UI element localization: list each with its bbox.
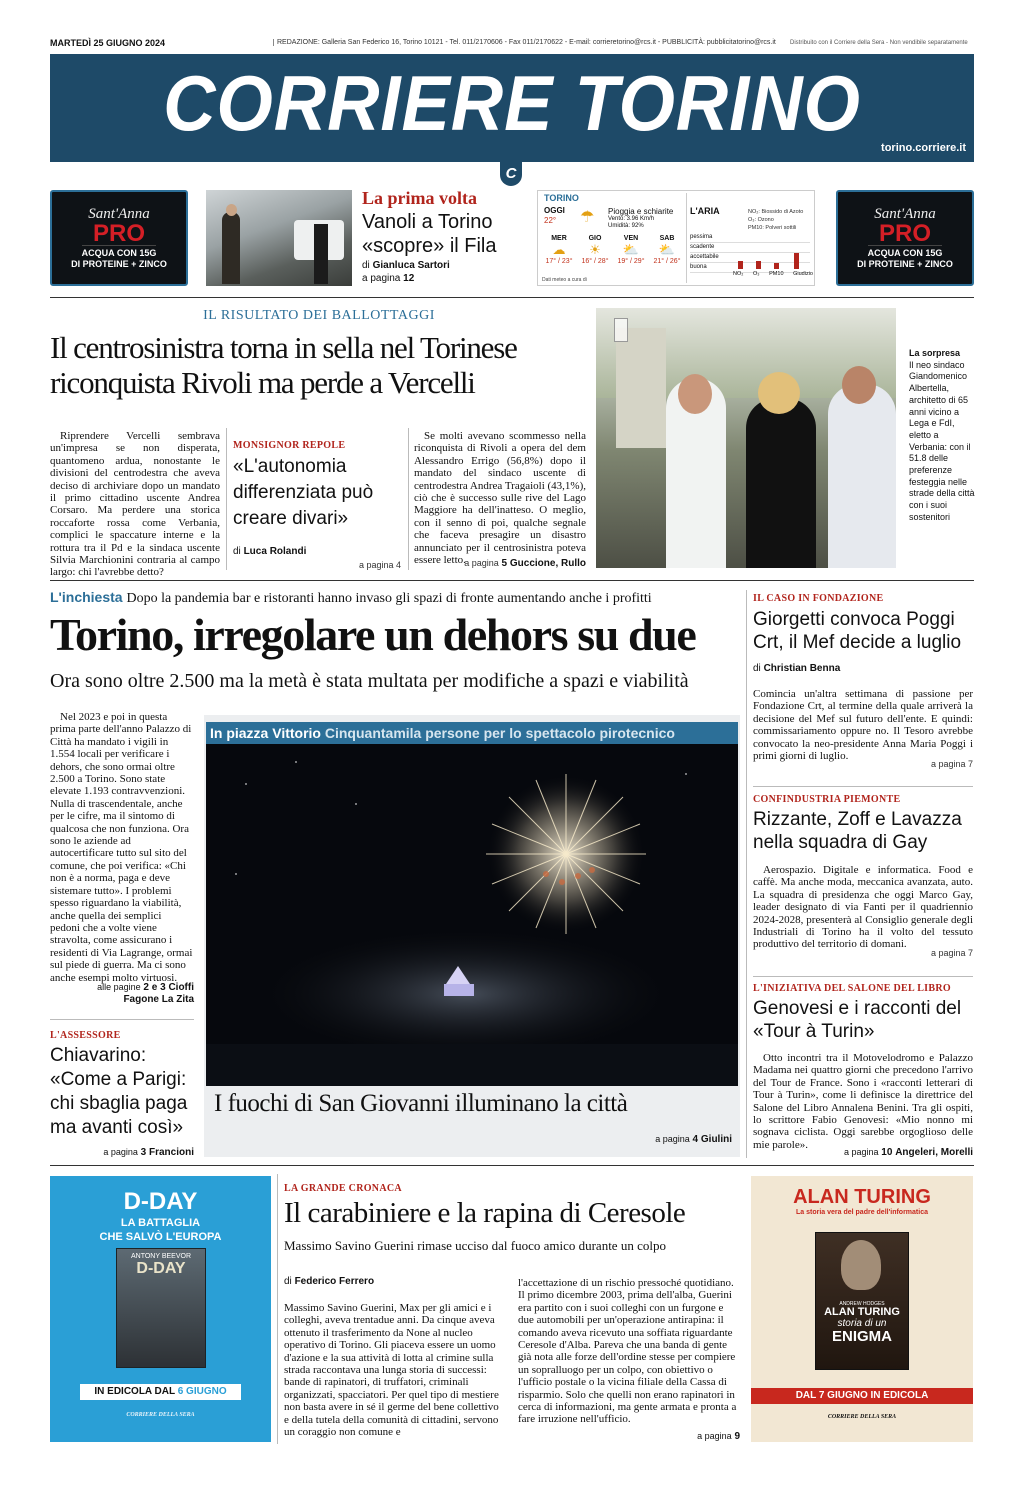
byline-prefix: di <box>362 260 370 271</box>
cloud-rain-icon: ☁ <box>552 242 566 257</box>
ad-tag-2: DI PROTEINE + ZINCO <box>857 259 953 269</box>
pageref-prefix: a pagina <box>362 273 401 284</box>
cronaca-headline[interactable]: Il carabiniere e la rapina di Ceresole <box>284 1197 686 1229</box>
pageref-number: 9 <box>734 1431 740 1442</box>
air-bar-o3 <box>756 261 761 269</box>
ad-turing[interactable] <box>751 1176 973 1442</box>
issue-date: MARTEDÌ 25 GIUGNO 2024 <box>50 38 166 48</box>
fireworks-headline[interactable]: I fuochi di San Giovanni illuminano la città <box>214 1090 628 1117</box>
verbania-photo <box>596 308 896 568</box>
partly-cloudy-rain-icon: ☂ <box>580 209 595 226</box>
byline-prefix: di <box>753 663 761 674</box>
assessore-kicker: L'ASSESSORE <box>50 1030 121 1041</box>
air-legend-item: NO₂: Biossido di Azoto <box>748 209 804 215</box>
weather-today-temp: 22° <box>544 216 557 225</box>
assessore-pageref <box>50 1147 194 1158</box>
weather-credit: Dati meteo a cura di <box>542 277 587 283</box>
repole-pageref: a pagina 4 <box>358 560 401 570</box>
footer-prefix: IN EDICOLA DAL <box>94 1386 175 1397</box>
forecast-day <box>542 235 576 265</box>
ad-dday-book <box>116 1248 206 1368</box>
ad-santanna-left[interactable] <box>50 190 188 286</box>
fireworks-band-text: Cinquantamila persone per lo spettacolo pirotecnico <box>324 725 675 741</box>
ad-dday-sub1: LA BATTAGLIA <box>120 1217 201 1229</box>
dehors-headline[interactable]: Torino, irregolare un dehors su due <box>50 609 696 660</box>
pageref-number: 4 <box>692 1134 699 1145</box>
air-legend-item: O₃: Ozono <box>748 217 774 223</box>
weather-box <box>537 190 815 286</box>
repole-byline <box>233 546 306 557</box>
byline-author: Federico Ferrero <box>294 1276 375 1287</box>
cronaca-body-col2: l'accettazione di un rischio pressoché quotidiano. Il primo dicembre 2003, prima dell'alba, Guerini era partito con i suoi colleghi con un furgone e due automobili per un'operazione antirapina: il comando aveva ricevuto una soffiata riguardante Ceresole d'Alba. Pareva che una banda di gente già nota alle forze dell'ordine stesse per compiere un sopralluogo per un colpo, con obiettivo o l'ufficio postale o la vicina filiale della Cassa di risparmio. Solo che quelli non erano rapinatori in cerca di informazioni, ma gente armata e pronta a fare irruzione nell'ufficio. <box>518 1277 737 1426</box>
dehors-kicker-rest: Dopo la pandemia bar e ristoranti hanno invaso gli spazi di fronte aumentando anche i profitti <box>126 591 652 606</box>
confindustria-body: Aerospazio. Digitale e informatica. Food e caffè. Ma anche moda, meccanica avanzata, auto. La squadra di presidenza che oggi Marco Gay, leader designato di via Fanti per il quadriennio 2024-2028, presenterà al Consiglio generale degli Industriali di Torino ha il volto del tessuto produttivo del territorio di domani. <box>753 864 973 951</box>
air-level: accettabile <box>690 253 810 263</box>
byline-prefix: di <box>233 546 241 557</box>
weather-wind: Vento: 3.96 Km/h <box>608 216 655 222</box>
byline-prefix: di <box>284 1276 292 1287</box>
forecast-day <box>614 235 648 265</box>
ad-product: PRO <box>878 220 931 247</box>
forecast-day-name: GIO <box>588 235 602 242</box>
pageref-number: 5 <box>501 558 508 569</box>
weather-forecast <box>542 235 684 265</box>
teaser-pageref <box>362 273 414 284</box>
photo-caption-title: La sorpresa <box>909 348 961 358</box>
distribution-note: Distribuito con il Corriere della Sera - Non vendibile separatamente <box>790 40 968 46</box>
cronaca-kicker: LA GRANDE CRONACA <box>284 1183 402 1194</box>
forecast-day-name: MER <box>551 235 567 242</box>
pageref-authors: Fagone La Zita <box>123 994 194 1005</box>
pageref-prefix: alle pagine <box>97 982 141 992</box>
air-level: buona <box>690 263 810 273</box>
ad-dday-title: D-DAY <box>123 1188 198 1215</box>
teaser-kicker: La prima volta <box>362 188 477 208</box>
libro-headline[interactable]: Genovesi e i racconti del «Tour à Turin» <box>753 998 962 1042</box>
fireworks-band-kicker: In piazza Vittorio <box>210 725 321 741</box>
confindustria-kicker: CONFINDUSTRIA PIEMONTE <box>753 794 901 805</box>
teaser-photo <box>206 190 352 286</box>
confindustria-headline[interactable]: Rizzante, Zoff e Lavazza nella squadra di Gay <box>753 809 962 853</box>
air-axis-label: O₃ <box>753 271 760 277</box>
air-legend <box>748 208 803 232</box>
pageref-number: 2 e 3 <box>143 982 166 993</box>
masthead-title: CORRIERE TORINO <box>163 59 861 147</box>
redazione-info: REDAZIONE: Galleria San Federico 16, Torino 10121 - Tel. 011/2170606 - Fax 011/2170622 - E-mail: corrieretorino@rcs.it - PUBBLICITÀ: pubblicitatorino@rcs.it <box>273 39 776 46</box>
air-axis-label: Giudizio <box>793 271 813 277</box>
crt-byline <box>753 663 840 674</box>
libro-body: Otto incontri tra il Motovelodromo e Palazzo Madama nei quattro giorni che precedono l'arrivo del Tour de France. Sono i «racconti letterari di Tour à Turin», come li definisce la direttrice del Salone del Libro Annalena Benini. Tra gli ospiti, lo scrittore Fabio Genovesi: «Mio nonno mi sognava ciclista. Oggi sarebbe orgoglioso delle mie parole». <box>753 1052 973 1151</box>
pageref-prefix: a pagina <box>843 1147 879 1157</box>
forecast-day-temp: 19° / 29° <box>617 258 645 265</box>
forecast-day-temp: 17° / 23° <box>545 258 573 265</box>
ad-turing-footer: DAL 7 GIUGNO IN EDICOLA <box>751 1388 973 1404</box>
libro-kicker: L'INIZIATIVA DEL SALONE DEL LIBRO <box>753 983 951 994</box>
footer-date: 6 GIUGNO <box>177 1386 227 1397</box>
masthead <box>50 54 974 162</box>
air-level: scadente <box>690 243 810 253</box>
book-title: storia di un <box>837 1318 887 1329</box>
ad-tag-1: ACQUA CON 15G <box>868 245 943 259</box>
ad-brand: Sant'Anna <box>874 206 936 222</box>
pageref-authors: Giulini <box>700 1134 732 1145</box>
weather-humidity: Umidità: 92% <box>608 223 644 229</box>
headline-line1: Il centrosinistra torna in sella nel Torinese <box>50 330 517 365</box>
ad-tag-1: ACQUA CON 15G <box>82 245 157 259</box>
forecast-day-name: VEN <box>623 235 639 242</box>
air-level: pessima <box>690 233 810 243</box>
dehors-pageref <box>50 981 194 1006</box>
book-title: D-DAY <box>136 1260 186 1277</box>
ad-turing-subtitle: La storia vera del padre dell'informatica <box>796 1209 928 1216</box>
book-title: ENIGMA <box>832 1328 892 1345</box>
assessore-headline[interactable]: Chiavarino: «Come a Parigi: chi sbaglia paga ma avanti così» <box>50 1045 188 1138</box>
ad-dday-footer <box>80 1384 241 1400</box>
turing-portrait <box>841 1240 881 1290</box>
ad-dday-sub2: CHE SALVÒ L'EUROPA <box>99 1231 222 1243</box>
air-axis <box>733 271 813 277</box>
pageref-number: 12 <box>403 273 415 284</box>
pageref-prefix: a pagina <box>103 1147 138 1157</box>
air-axis-label: PM10 <box>769 271 784 277</box>
ballottaggi-pageref <box>414 558 586 569</box>
weather-city: TORINO <box>544 193 579 203</box>
air-legend-item: PM10: Polveri sottili <box>748 225 797 231</box>
pageref-prefix: a pagina <box>464 558 499 568</box>
ballottaggi-body-col1: Riprendere Vercelli sembrava un'impresa se non disperata, quantomeno ardua, nonostante le divisioni del centrodestra che aveva deciso di archiviare dopo un mandato il primo cittadino uscente Andrea Corsaro. Ma perdere una storica roccaforte rossa come Verbania, complici le spaccature interne e la rottura tra il Pd e la sindaca uscente Silvia Marchionini contraria al campo largo: chi l'avrebbe detto? <box>50 430 220 579</box>
pageref-authors: Angeleri, Morelli <box>895 1147 973 1158</box>
sun-icon: ☀ <box>589 242 601 257</box>
ad-santanna-right[interactable] <box>836 190 974 286</box>
cronaca-body-col1: Massimo Savino Guerini, Max per gli amici e i colleghi, aveva trentadue anni. Da cinque aveva ottenuto il trasferimento da None al nucleo operativo di Torino. Gli piaceva essere un uomo d'azione e la sua attività di lotta al crimine sulla strada raccontava una lunga storia di successi: bande di rapinatori, di truffatori, criminali organizzati, spacciatori. Per quel tipo di mestiere non basta avere in sé il germe del bene collettivo e della tutela della comunità di cittadini, servono un coraggio non comune e <box>284 1302 499 1439</box>
fireworks-photo <box>206 744 738 1086</box>
weather-today-desc: Pioggia e schiarite <box>608 207 674 216</box>
pageref-prefix: a pagina <box>697 1431 732 1441</box>
repole-quote[interactable]: «L'autonomia differenziata può creare divari» <box>233 456 374 529</box>
pageref-authors: Cioffi <box>168 982 194 993</box>
cronaca-subtitle: Massimo Savino Guerini rimase ucciso dal fuoco amico durante un colpo <box>284 1238 666 1253</box>
forecast-day <box>578 235 612 265</box>
book-title: ALAN TURING <box>824 1306 900 1318</box>
crt-kicker: IL CASO IN FONDAZIONE <box>753 593 884 604</box>
crt-body: Comincia un'altra settimana di passione per Fondazione Crt, al termine della quale arriverà la decisione del Mef sul futuro dell'ente. E quindi: commissariamento oppure no. Il Tesoro avrebbe convocato la neo-presidente Anna Maria Poggi i primi giorni di luglio. <box>753 688 973 763</box>
confindustria-pageref: a pagina 7 <box>930 948 973 958</box>
ballottaggi-kicker: IL RISULTATO DEI BALLOTTAGGI <box>203 308 435 323</box>
teaser-title[interactable] <box>362 210 497 258</box>
partly-cloudy-icon: ⛅ <box>622 242 640 257</box>
book-author: ANTONY BEEVOR <box>130 1253 192 1260</box>
ad-dday[interactable] <box>50 1176 271 1442</box>
air-axis-label: NO₂ <box>733 271 744 277</box>
pageref-authors: Guccione, Rullo <box>509 558 586 569</box>
forecast-day <box>650 235 684 265</box>
crt-pageref: a pagina 7 <box>930 759 973 769</box>
air-bar-giudizio <box>794 253 799 269</box>
dehors-kicker: L'inchiesta <box>50 589 123 605</box>
ad-turing-logo: CORRIERE DELLA SERA <box>827 1414 897 1420</box>
forecast-day-temp: 16° / 28° <box>581 258 609 265</box>
photo-caption-text: Il neo sindaco Giandomenico Albertella, architetto di 65 anni vicino a Lega e FdI, eletto a Verbania: con il 51.8 delle preferenze festeggia nelle strade della città con i suoi sostenitori <box>909 359 975 522</box>
libro-pageref <box>753 1147 973 1158</box>
pageref-number: 10 <box>881 1147 893 1158</box>
ad-turing-title: ALAN TURING <box>793 1186 931 1208</box>
fireworks-pageref <box>560 1134 732 1145</box>
crt-headline[interactable]: Giorgetti convoca Poggi Crt, il Mef decide a luglio <box>753 609 962 653</box>
firework-burst <box>486 774 646 934</box>
pageref-authors: Francioni <box>148 1147 194 1158</box>
website-link[interactable]: torino.corriere.it <box>881 142 966 154</box>
headline-line2: riconquista Rivoli ma perde a Vercelli <box>50 365 475 400</box>
air-levels <box>690 233 810 273</box>
byline-author: Luca Rolandi <box>243 546 307 557</box>
book-author: ANDREW HODGES <box>839 1301 885 1307</box>
teaser-title-line2: «scopre» il Fila <box>362 235 497 257</box>
pageref-number: 3 <box>140 1147 147 1158</box>
partly-cloudy-icon: ⛅ <box>658 242 676 257</box>
dehors-subtitle: Ora sono oltre 2.500 ma la metà è stata multata per modifiche a spazi e viabilità <box>50 670 689 692</box>
air-title: L'ARIA <box>690 206 720 216</box>
ad-dday-logo: CORRIERE DELLA SERA <box>126 1412 195 1418</box>
byline-author: Gianluca Sartori <box>372 260 450 271</box>
air-bar-pm10 <box>774 263 779 269</box>
cronaca-pageref <box>518 1431 740 1442</box>
ad-tag-2: DI PROTEINE + ZINCO <box>71 259 167 269</box>
byline-author: Christian Benna <box>763 663 841 674</box>
photo-caption <box>909 348 975 524</box>
ballottaggi-body-col3: Se molti avevano scommesso nella riconquista di Rivoli a opera del dem Alessandro Errigo (56,8%) dopo il mandato del sindaco uscente di centrodestra Andrea Tragaioli (43,1%), ciò che è successo sulle rive del Lago Maggiore ha dell'inatteso. O meglio, con il senno di poi, qualche segnale che faceva presagire un disastro annunciato per il centrosinistra poteva essere letto. <box>414 430 586 567</box>
dehors-kicker-line <box>50 589 652 607</box>
pageref-prefix: a pagina <box>655 1134 690 1144</box>
ad-product: PRO <box>92 220 145 247</box>
corriere-logo-icon: C <box>500 162 522 186</box>
air-bar-no2 <box>738 261 743 269</box>
forecast-day-name: SAB <box>659 235 675 242</box>
cronaca-byline <box>284 1276 374 1287</box>
ad-brand: Sant'Anna <box>88 206 150 222</box>
dehors-body: Nel 2023 e poi in questa prima parte dell'anno Palazzo di Città ha mandato i vigili in 1.554 locali per verificare i dehors, che sono ormai oltre 2.500 a Torino. Sono state elevate 1.193 contravvenzioni. Nulla di trascendentale, anche per le cifre, ma il sintomo di qualcosa che non funziona. Ora sono le aziende ad autocertificare tutto sul sito del comune, che poi verifica: «Chi non è a norma, paga e deve sistemare tutto». I problemi spesso riguardano la viabilità, anche quella dei semplici pedoni che a volte viene stravolta, come assicurano i residenti di Via Lagrange, ormai sul piede di guerra. Ma ci sono anche esempi molto virtuosi. <box>50 711 193 984</box>
teaser-byline <box>362 260 450 271</box>
weather-today-label: OGGI <box>544 206 565 215</box>
ballottaggi-headline[interactable] <box>50 330 590 400</box>
forecast-day-temp: 21° / 26° <box>653 258 681 265</box>
repole-kicker: MONSIGNOR REPOLE <box>233 440 346 451</box>
fireworks-band <box>206 722 738 744</box>
teaser-title-line1: Vanoli a Torino <box>362 211 493 233</box>
